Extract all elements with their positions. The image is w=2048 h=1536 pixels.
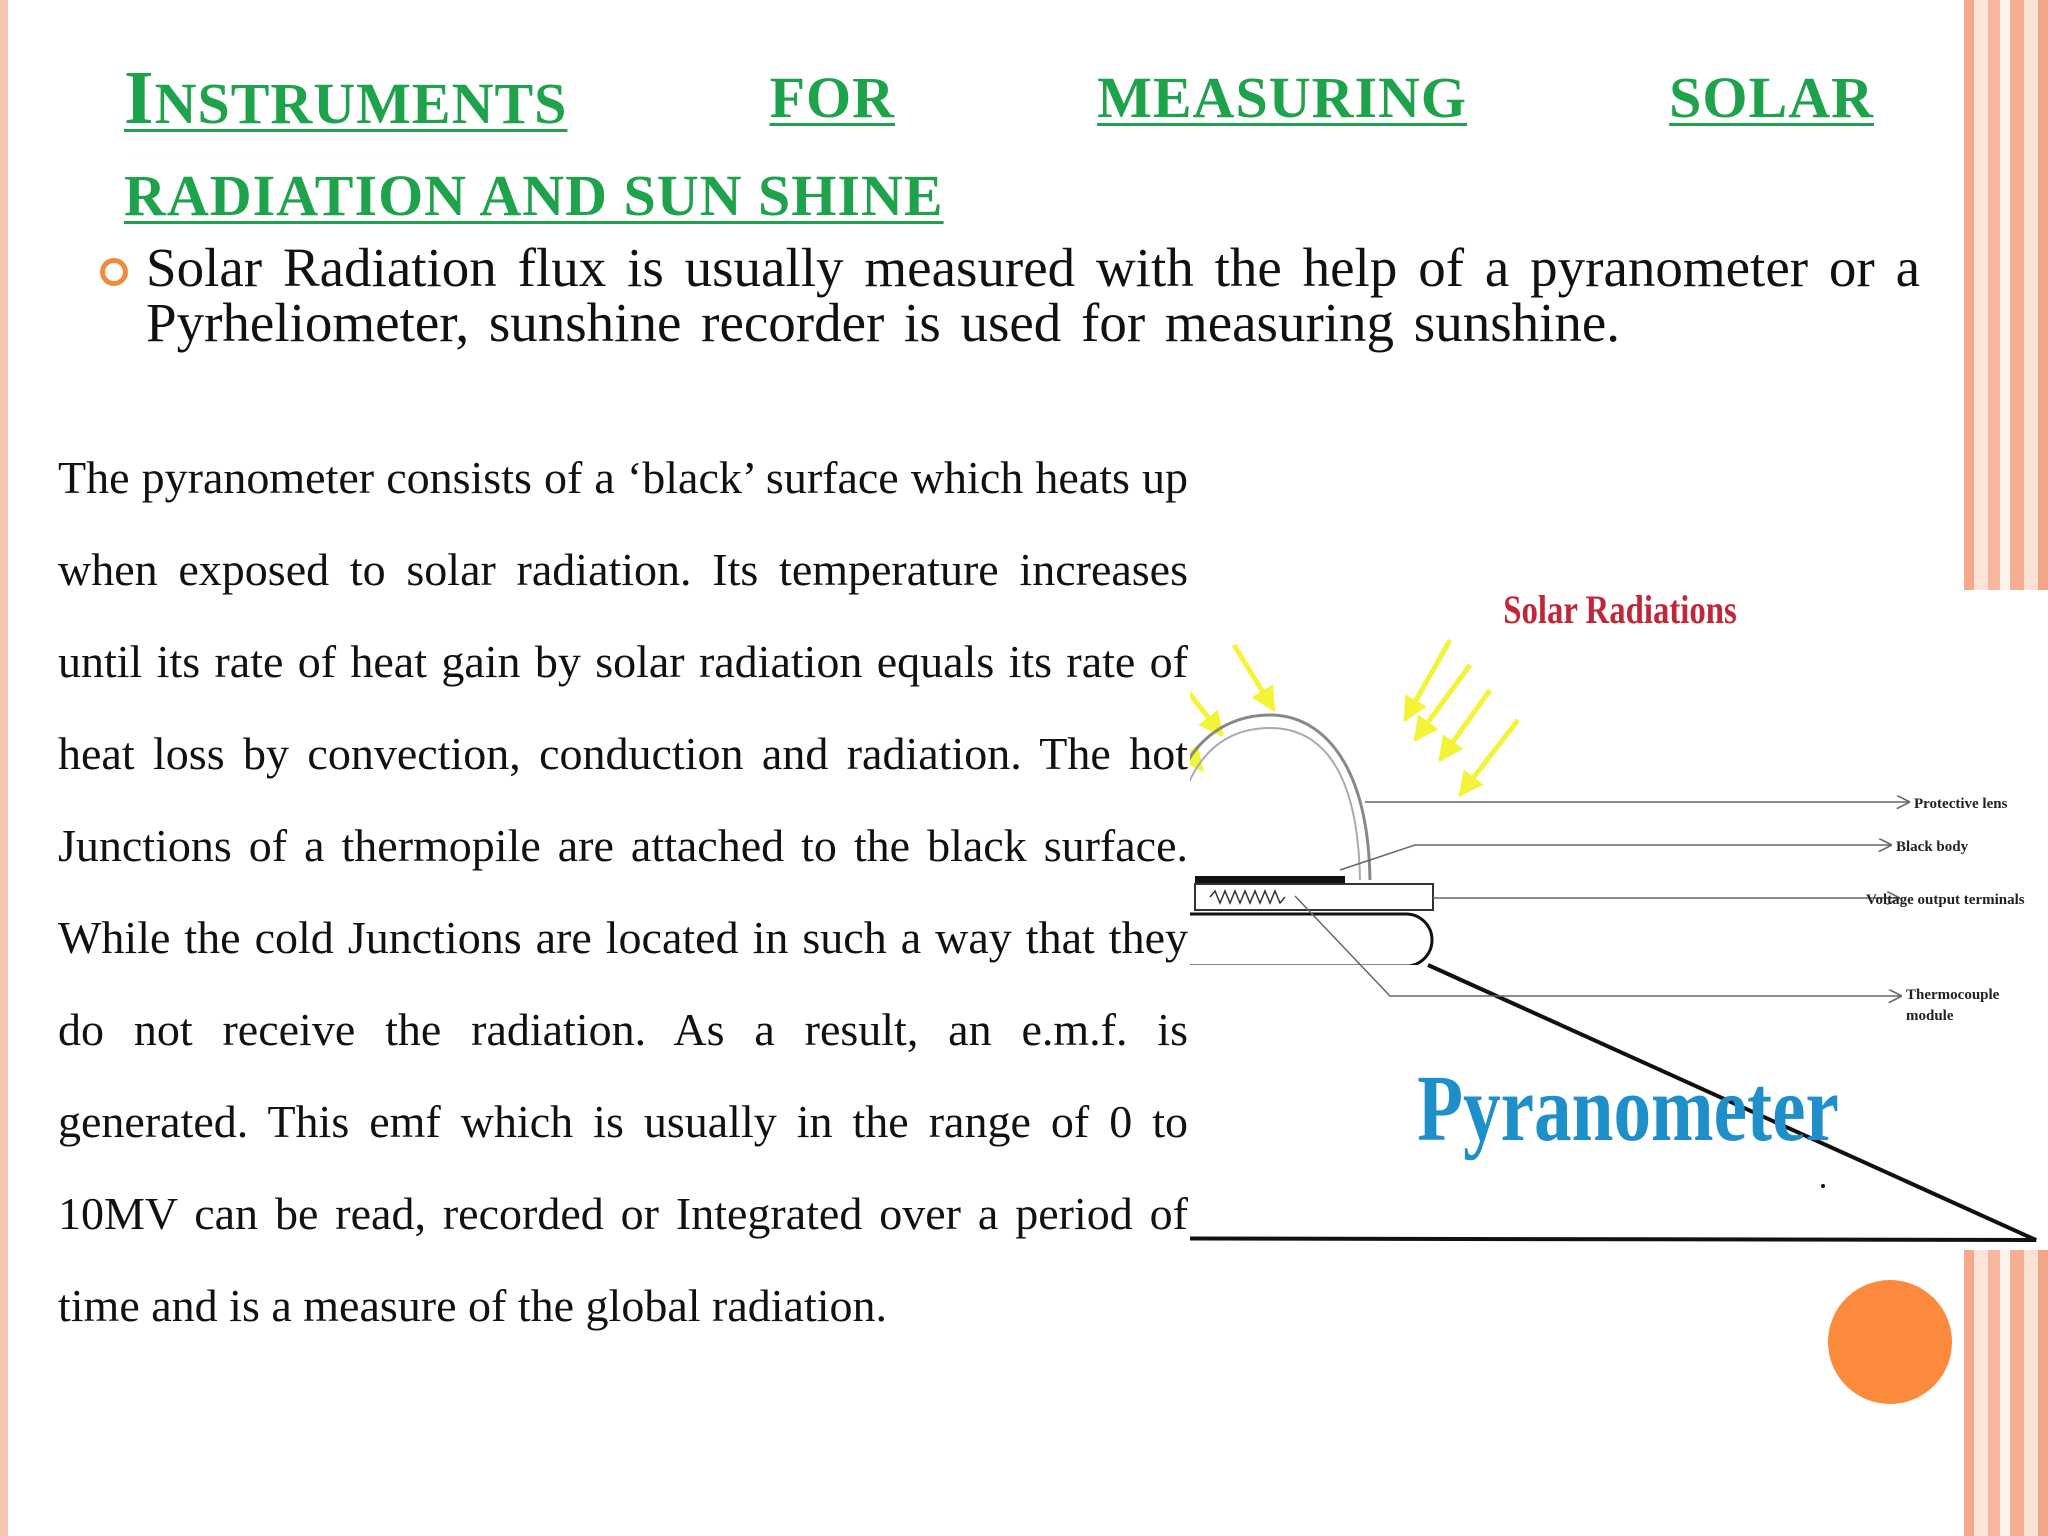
label-protective-lens: Protective lens bbox=[1914, 796, 2008, 812]
title-line-1 bbox=[124, 52, 1874, 150]
bullet-item bbox=[100, 237, 1920, 353]
bullet-text: Solar Radiation flux is usually measured with the help of a pyranometer or a Pyrheliometer, sunshine recorder is used for measuring sunshine. bbox=[146, 237, 1920, 353]
title-word: MEASURING bbox=[1097, 65, 1468, 130]
body-paragraph: The pyranometer consists of a ‘black’ surface which heats up when exposed to solar radiation. Its temperature increases until its rate of heat gain by solar radiation equals its rate of heat loss by convection, conduction and radiation. The hot Junctions of a thermopile are attached to the black surface. While the cold Junctions are located in such a way that they do not receive the radiation. As a result, an e.m.f. is generated. This emf which is usually in the range of 0 to 10MV can be read, recorded or Integrated over a period of time and is a measure of the global radiation. bbox=[58, 452, 1188, 1331]
black-body-plate bbox=[1195, 876, 1345, 884]
label-module: module bbox=[1906, 1008, 1954, 1024]
sensor-housing bbox=[1195, 884, 1433, 910]
slide-title bbox=[124, 52, 1874, 242]
title-initial: I bbox=[124, 56, 155, 140]
radiation-arrow bbox=[1440, 690, 1490, 760]
label-thermocouple: Thermocouple bbox=[1906, 987, 2000, 1003]
pyranometer-diagram bbox=[1190, 580, 2048, 1280]
label-voltage-output: Voltage output terminals bbox=[1866, 892, 2025, 908]
pyranometer-svg bbox=[1190, 580, 2048, 1280]
pyranometer-cap bbox=[1190, 914, 1432, 966]
title-line-2: RADIATION AND SUN SHINE bbox=[124, 163, 944, 228]
title-word: SOLAR bbox=[1669, 65, 1874, 130]
circle-bullet-icon bbox=[100, 258, 128, 286]
diagram-name: Pyranometer bbox=[1417, 1057, 1839, 1161]
title-word-rest: NSTRUMENTS bbox=[154, 71, 568, 136]
callout-black-body bbox=[1340, 845, 1892, 870]
dot-mark bbox=[1821, 1184, 1825, 1188]
protective-lens-dome bbox=[1190, 715, 1370, 880]
radiation-arrow bbox=[1234, 645, 1274, 710]
orange-circle-decoration bbox=[1828, 1280, 1952, 1404]
title-word: FOR bbox=[769, 65, 895, 130]
diagram-heading: Solar Radiations bbox=[1503, 586, 1737, 632]
label-black-body: Black body bbox=[1896, 839, 1969, 855]
left-border bbox=[0, 0, 8, 1536]
radiation-arrow bbox=[1190, 675, 1222, 735]
protective-lens-dome-inner bbox=[1190, 728, 1360, 880]
radiation-arrow bbox=[1460, 720, 1518, 795]
radiation-arrow bbox=[1405, 640, 1450, 720]
title-word bbox=[124, 52, 567, 150]
